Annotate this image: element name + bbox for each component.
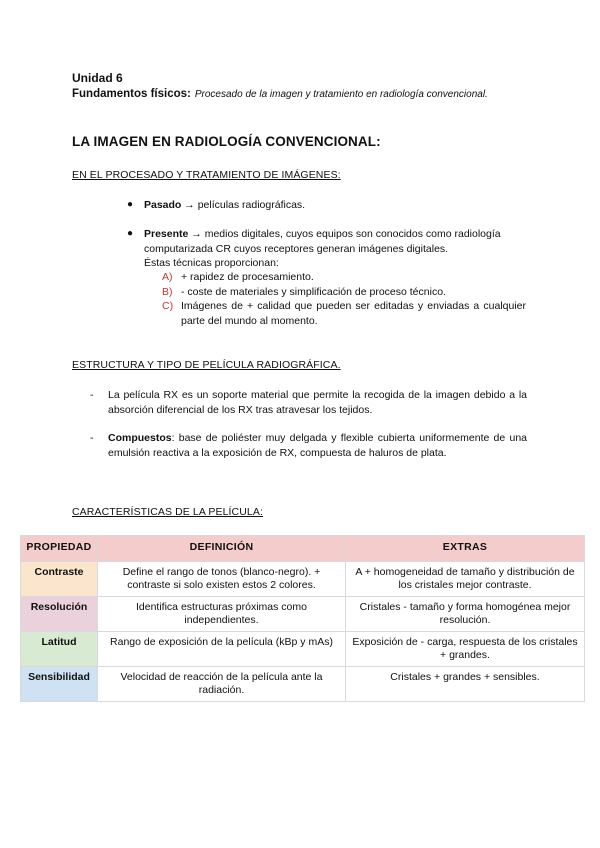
row-property: Resolución: [21, 597, 98, 632]
dash-item-film: [90, 388, 527, 417]
header-definicion: DEFINICIÓN: [98, 536, 346, 562]
subitem-letter: B): [162, 286, 173, 298]
page-title: LA IMAGEN EN RADIOLOGÍA CONVENCIONAL:: [72, 134, 381, 149]
header-extras: EXTRAS: [346, 536, 585, 562]
header-propiedad: PROPIEDAD: [21, 536, 98, 562]
dash-text: La película RX es un soporte material que permite la recogida de la imagen debido a la absorción diferencial de los RX tras atravesar los tejidos.: [108, 389, 527, 416]
bullet-dot-icon: ●: [127, 199, 134, 210]
subitem-letter: C): [162, 300, 174, 312]
row-definition: Define el rango de tonos (blanco-negro). + contraste si solo existen estos 2 colores.: [98, 562, 346, 597]
table-row: [21, 632, 585, 667]
subitem-a: [162, 270, 314, 285]
row-property: Latitud: [21, 632, 98, 667]
section-heading-structure: ESTRUCTURA Y TIPO DE PELÍCULA RADIOGRÁFICA.: [72, 359, 341, 371]
dash-text: : base de poliéster muy delgada y flexible cubierta uniformemente de una emulsión reactiva a la exposición de RX, compuesta de haluros de plata.: [108, 432, 527, 459]
row-extras: Cristales - tamaño y forma homogénea mejor resolución.: [346, 597, 585, 632]
fundamentals-line: [72, 88, 488, 100]
row-definition: Velocidad de reacción de la película ante la radiación.: [98, 667, 346, 702]
table-row: [21, 597, 585, 632]
dash-marker: -: [90, 389, 94, 401]
subitem-b: [162, 285, 446, 300]
bullet-pasado: [127, 198, 306, 213]
bullet-bold: Presente: [144, 228, 189, 240]
row-extras: Cristales + grandes + sensibles.: [346, 667, 585, 702]
dash-marker: -: [90, 432, 94, 444]
dash-item-compuestos: [90, 431, 527, 460]
bullet-presente: [127, 227, 526, 271]
row-extras: Exposición de - carga, respuesta de los cristales + grandes.: [346, 632, 585, 667]
dash-bold: Compuestos: [108, 432, 172, 444]
table-row: [21, 562, 585, 597]
row-property: Sensibilidad: [21, 667, 98, 702]
section-heading-characteristics: CARACTERÍSTICAS DE LA PELÍCULA:: [72, 506, 263, 518]
subitem-text: Imágenes de + calidad que pueden ser editadas y enviadas a cualquier parte del mundo al momento.: [181, 300, 526, 327]
fundamentals-subtitle: Procesado de la imagen y tratamiento en radiología convencional.: [194, 89, 488, 100]
bullet-dot-icon: ●: [127, 228, 134, 239]
subitem-text: - coste de materiales y simplificación de proceso técnico.: [181, 286, 446, 298]
subitem-c: [162, 299, 526, 328]
bullet-text-line: Éstas técnicas proporcionan:: [144, 257, 279, 269]
properties-table: [20, 535, 585, 702]
subitem-text: + rapidez de procesamiento.: [181, 271, 314, 283]
row-definition: Rango de exposición de la película (kBp y mAs): [98, 632, 346, 667]
bullet-text: → películas radiográficas.: [181, 199, 306, 211]
table-header-row: [21, 536, 585, 562]
section-heading-processing: EN EL PROCESADO Y TRATAMIENTO DE IMÁGENES:: [72, 169, 341, 181]
subitem-letter: A): [162, 271, 173, 283]
row-definition: Identifica estructuras próximas como independientes.: [98, 597, 346, 632]
table-row: [21, 667, 585, 702]
bullet-text-line: computarizada CR cuyos receptores generan imágenes digitales.: [144, 242, 449, 255]
bullet-text-line: → medios digitales, cuyos equipos son conocidos como radiología: [188, 228, 501, 240]
unit-label: Unidad 6: [72, 71, 123, 85]
fundamentals-label: Fundamentos físicos:: [72, 88, 191, 100]
bullet-bold: Pasado: [144, 199, 182, 211]
row-property: Contraste: [21, 562, 98, 597]
row-extras: A + homogeneidad de tamaño y distribución de los cristales mejor contraste.: [346, 562, 585, 597]
